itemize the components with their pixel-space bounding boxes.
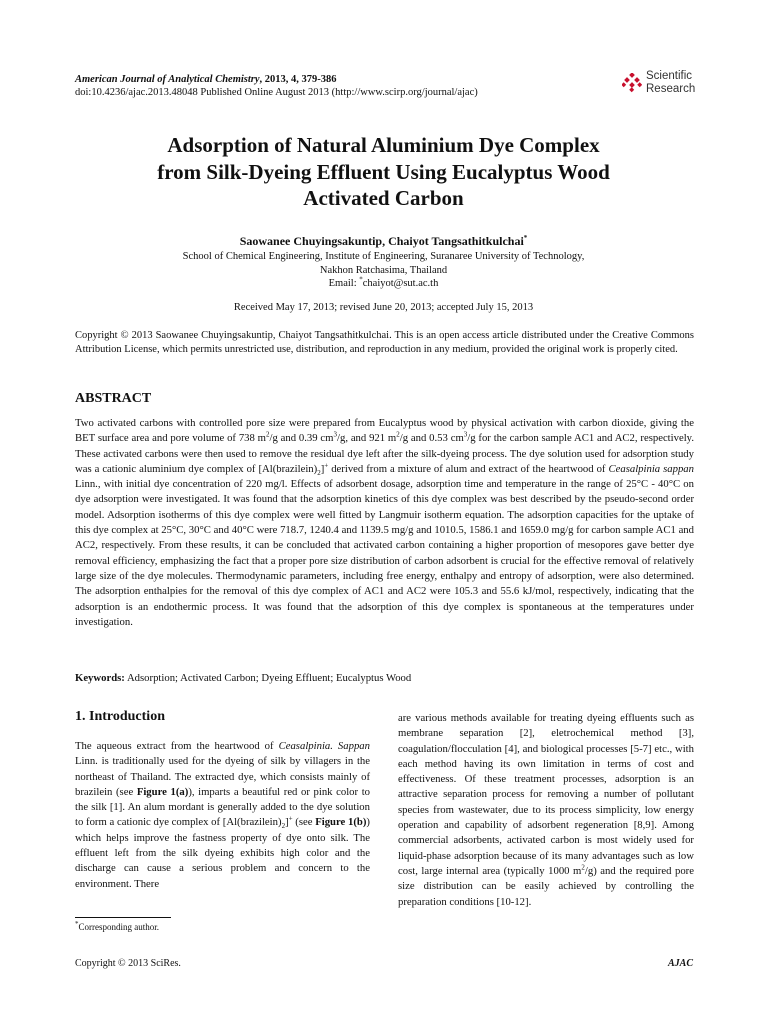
copyright-notice: Copyright © 2013 Saowanee Chuyingsakuntip, Chaiyot Tangsathitkulchai. This is an open access article distributed under the Creative Commons Attribution License, which permits unrestricted use, distribution, and reproduction in any medium, provided the original work is properly cited.	[75, 330, 694, 355]
figure-ref-1b[interactable]: Figure 1(b)	[315, 816, 367, 829]
intro-column-right: are various methods available for treating dyeing effluents such as membrane separation [2], eletrochemical method [3], coagulation/flocculation [4], and biological processes [5-7] etc., with each method having its own limitation in terms of cost and effectiveness. Of these treatment processes, adsorption is an attractive separation process for removing a number of pollutant species from wastewater, due to its process simplicity, low energy operation and capability of adsorbent regeneration [8,9]. Among commercial adsorbents, activated carbon is most widely used for liquid-phase adsorption because of its many advantages such as low cost, large internal area (typically 1000 $m^2/g$) and the required pore size distribution can be easily achieved by controlling the preparation conditions [10-12].	[398, 712, 694, 908]
received-dates: Received May 17, 2013; revised June 20, 2013; accepted July 15, 2013	[233, 302, 534, 313]
scirp-logo-icon	[622, 73, 642, 93]
author-list: Saowanee Chuyingsakuntip, Chaiyot Tangsathitkulchai*	[239, 234, 528, 248]
email-link[interactable]: chaiyot@sut.ac.th	[362, 278, 439, 289]
logo-text: Scientific Research	[646, 70, 696, 95]
intro-column-left: The aqueous extract from the heartwood of Ceasalpinia. Sappan Linn. is traditionally used for the dyeing of silk by villagers in the northeast of Thailand. The extracted dye, which consists mainly of brazilein (see Figure 1(a)), imparts a beautiful red or pink color to the silk [1]. An alum mordant is generally added to the dye solution to form a cationic dye complex of $[Al(brazilein)_2]^+$ (see Figure 1(b)) which helps improve the fastness property of dye onto silk. The effluent left from the silk dyeing exhibits high color and the discharge can cause a serious problem and concern to the environment. There	[75, 740, 371, 890]
footnote-rule	[75, 917, 171, 918]
doi-line: doi:10.4236/ajac.2013.48048 Published Online August 2013 (http://www.scirp.org/journal/ajac)	[75, 87, 478, 98]
publisher-logo	[622, 70, 702, 100]
email-line: Email: *chaiyot@sut.ac.th	[328, 275, 439, 289]
footer-copyright: Copyright © 2013 SciRes.	[75, 958, 181, 969]
keywords: Keywords: Adsorption; Activated Carbon; Dyeing Effluent; Eucalyptus Wood	[75, 672, 412, 684]
affiliation: School of Chemical Engineering, Institute of Engineering, Suranaree University of Technology, Nakhon Ratchasima, Thailand Email: *chaiyot@sut.ac.th	[75, 250, 692, 291]
paper-title: Adsorption of Natural Aluminium Dye Complex from Silk-Dyeing Effluent Using Eucalyptus Wood Activated Carbon	[157, 133, 610, 210]
journal-citation	[75, 74, 337, 85]
journal-name: American Journal of Analytical Chemistry	[75, 74, 260, 85]
abstract-body: Two activated carbons with controlled pore size were prepared from Eucalyptus wood by physical activation with carbon dioxide, giving the BET surface area and pore volume of 738 $m^2/g$ and 0.39 $cm^3/g$, and 921 $m^2/g$ and 0.53 $cm^3/g$ for the carbon sample AC1 and AC2, respectively. These activated carbons were then used to remove the residual dye left after the silk-dyeing process. The dye solution used for adsorption study was a cationic aluminium dye complex of $[Al(brazilein)_2]^+$ derived from a mixture of alum and extract of the heartwood of Ceasalpinia sappan Linn., with initial dye concentration of 220 mg/l. Effects of adsorbent dosage, adsorption time and temperature in the range of 25°C - 40°C on dye adsorption were investigated. It was found that the adsorption kinetics of this dye complex was best described by the pseudo-second order model. Adsorption isotherms of this dye complex were well fitted by Langmuir isotherm equation. The adsorption capacities for the uptake of this dye complex at 25°C, 30°C and 40°C were 718.7, 1240.4 and 1139.5 mg/g and 1010.5, 1586.1 and 1659.0 mg/g for carbon sample AC1 and AC2, respectively. From these results, it can be concluded that activated carbon containing a higher proportion of mesopores gave better dye removal efficiency, emphasizing the fact that a proper pore size distribution of carbon adsorbent is crucial for the effective removal of relatively large size of the dye molecules. Thermodynamic parameters, including free energy, enthalpy and entropy of adsorption, were also determined. The adsorption enthalpies for the removal of this dye complex of AC1 and AC2 were 105.3 and 55.6 kJ/mol, respectively, indicating that the adsorption is an endothermic process. It was found that the adsorption of this dye complex is spontaneous at the temperatures under investigation.	[75, 417, 694, 628]
journal-issue: , 2013, 4, 379-386	[259, 74, 337, 85]
figure-ref-1a[interactable]: Figure 1(a)	[136, 785, 189, 798]
footnote: *Corresponding author.	[75, 920, 159, 932]
footer-journal-abbrev: AJAC	[667, 958, 693, 969]
section-heading-introduction: 1. Introduction	[75, 709, 165, 724]
abstract-heading: ABSTRACT	[75, 391, 152, 406]
